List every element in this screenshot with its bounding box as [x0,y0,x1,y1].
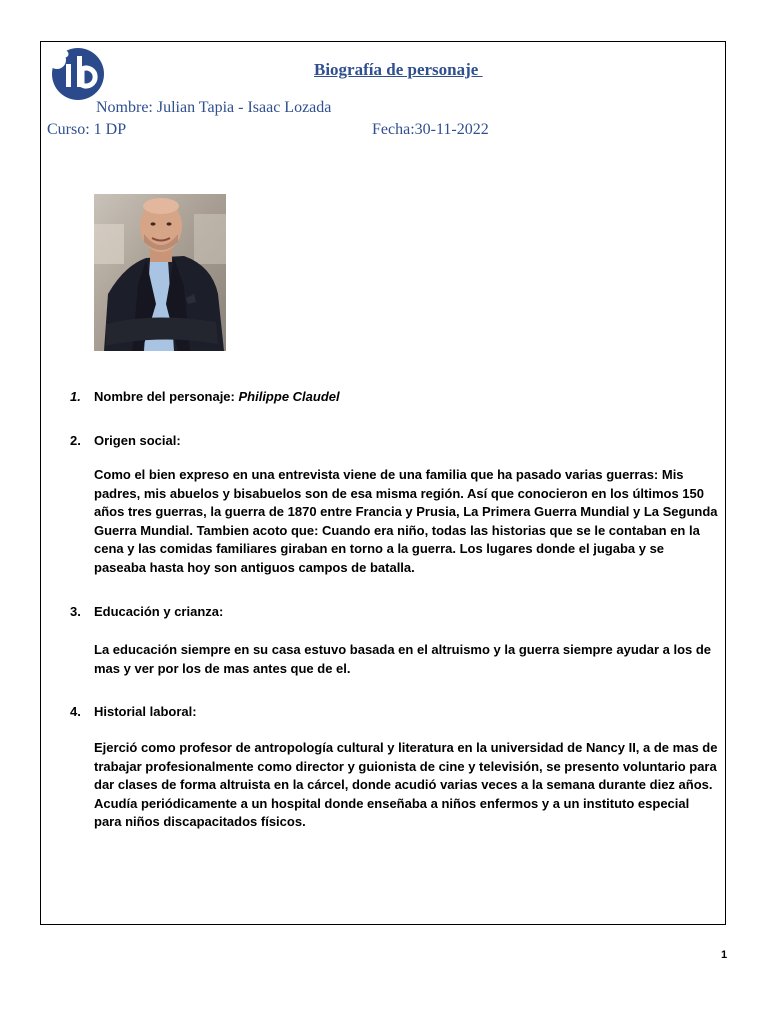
item-3-label: Educación y crianza: [94,604,224,619]
date-label: Fecha:30-11-2022 [372,121,489,138]
item-3-number: 3. [70,604,81,619]
item-2-number: 2. [70,433,81,448]
portrait-photo [94,194,226,351]
item-3-text: La educación siempre en su casa estuvo basada en el altruismo y la guerra siempre ayudar a los de mas y ver por los de mas antes que de el. [94,642,712,676]
item-2-text: Como el bien expreso en una entrevista viene de una familia que ha pasado varias guerras: Mis padres, mis abuelos y bisabuelos son de esa misma región. Así que conocieron en los últimos 150 años tres guerras, la guerra de 1870 entre Francia y Prusia, La Primera Guerra Mundial y La Segunda Guerra Mundial. Tambien acoto que: Cuando era niño, todas las historias que se le contaban en la cena y las comidas familiares giraban en torno a la guerra. Los lugares donde el jugaba y se paseaba hasta hoy son antiguos campos de batalla. [94,467,718,575]
document-title: Biografía de personaje [314,60,483,79]
item-4-label: Historial laboral: [94,704,197,719]
student-names: Nombre: Julian Tapia - Isaac Lozada [96,99,332,116]
item-1-number: 1. [70,389,81,404]
item-1-label: Nombre del personaje: Philippe Claudel [94,389,340,404]
item-2-label: Origen social: [94,433,181,448]
page-number: 1 [721,949,728,961]
item-4-number: 4. [70,704,81,719]
character-name: Philippe Claudel [238,389,340,404]
item-4-text: Ejerció como profesor de antropología cultural y literatura en la universidad de Nancy II, a de mas de trabajar profesionalmente como director y guionista de cine y televisión, se presento voluntario para dar clases de forma altruista en la cárcel, donde acudió varias veces a la semana durante diez años. Acudía periódicamente a un hospital donde enseñaba a niños enfermos y a un instituto especial para niños discapacitados físicos. [94,740,718,829]
course-label: Curso: 1 DP [47,121,127,138]
ib-logo [50,47,106,101]
